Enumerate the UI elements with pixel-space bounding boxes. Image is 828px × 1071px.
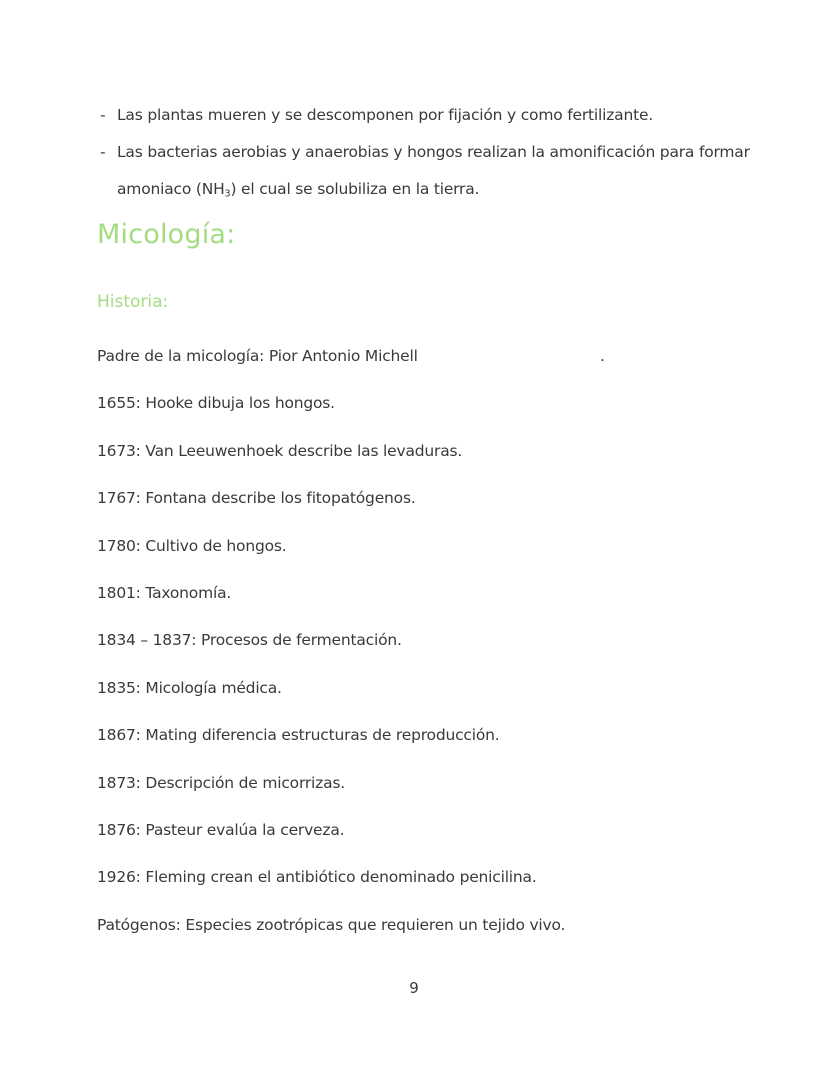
history-entry: 1876: Pasteur evalúa la cerveza.: [97, 820, 345, 839]
bullet-list: [100, 97, 750, 212]
history-entry: 1673: Van Leeuwenhoek describe las levaduras.: [97, 441, 463, 460]
history-entry: 1926: Fleming crean el antibiótico denominado penicilina.: [97, 868, 537, 887]
history-entry: Padre de la micología: Pior Antonio Michell: [97, 347, 418, 365]
bullet-item: [100, 97, 750, 134]
bullet-text-continued: ) el cual se solubiliza en la tierra.: [230, 180, 480, 198]
history-list: [97, 344, 737, 960]
page-number: 9: [409, 979, 419, 997]
subsection-title: Historia:: [97, 292, 169, 312]
history-entry: 1835: Micología médica.: [97, 678, 282, 697]
section-title: Micología:: [97, 219, 236, 250]
history-entry: 1767: Fontana describe los fitopatógenos.: [97, 489, 416, 508]
history-entry: 1801: Taxonomía.: [97, 583, 232, 602]
bullet-text: Las plantas mueren y se descomponen por fijación y como fertilizante.: [117, 106, 654, 124]
bullet-dash: -: [100, 143, 106, 161]
bullet-dash: -: [100, 106, 106, 124]
history-entry: 1873: Descripción de micorrizas.: [97, 773, 345, 792]
bullet-text: Las bacterias aerobias y anaerobias y hongos realizan la amonificación para formar amoniaco (NH: [117, 143, 750, 198]
history-entry: 1780: Cultivo de hongos.: [97, 536, 287, 555]
bullet-item: [100, 134, 750, 212]
history-entry: Patógenos: Especies zootrópicas que requieren un tejido vivo.: [97, 915, 566, 934]
trailing-dot: .: [600, 347, 605, 365]
history-entry: 1867: Mating diferencia estructuras de reproducción.: [97, 726, 500, 745]
subscript-three: 3: [224, 188, 231, 200]
history-entry: 1834 – 1837: Procesos de fermentación.: [97, 631, 402, 650]
history-entry: 1655: Hooke dibuja los hongos.: [97, 394, 335, 413]
